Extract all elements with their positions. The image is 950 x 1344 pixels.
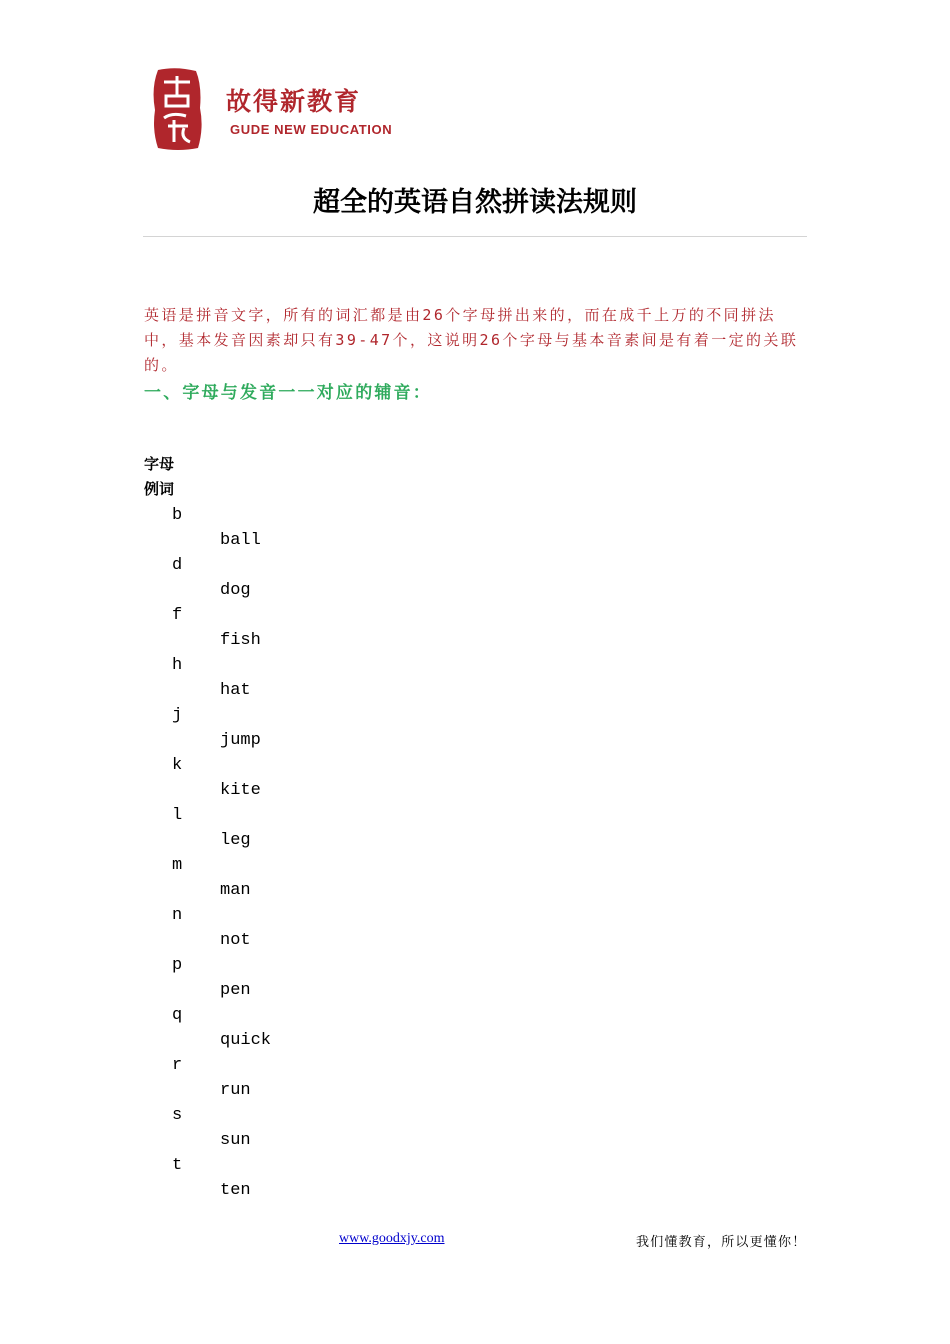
example-word-cell: sun [220,1131,251,1150]
example-word-cell: hat [220,681,251,700]
seal-logo-icon [150,66,204,152]
header [150,66,450,152]
example-word-cell: jump [220,731,261,750]
brand-name-en: GUDE NEW EDUCATION [230,122,393,137]
letter-cell: n [172,906,183,925]
example-word-cell: dog [220,581,251,600]
brand-name-cn: 故得新教育 [226,87,362,116]
example-word-cell: ten [220,1181,251,1200]
title-divider [143,236,807,237]
column-header-letter: 字母 [144,455,175,473]
letter-cell: t [172,1156,183,1175]
section-heading: 一、字母与发音一一对应的辅音： [144,383,432,403]
letter-cell: q [172,1006,183,1025]
letter-cell: p [172,956,183,975]
example-word-cell: ball [220,531,261,550]
letter-cell: d [172,556,183,575]
example-word-cell: kite [220,781,261,800]
letter-cell: r [172,1056,183,1075]
footer-website-link[interactable]: www.goodxjy.com [339,1231,445,1246]
example-word-cell: quick [220,1031,272,1050]
letter-cell: f [172,606,183,625]
example-word-cell: fish [220,631,261,650]
letter-cell: s [172,1106,183,1125]
intro-paragraph: 英语是拼音文字，所有的词汇都是由26个字母拼出来的，而在成千上万的不同拼法中，基本发音因素却只有39-47个，这说明26个字母与基本音素间是有着一定的关联的。 [144,306,799,374]
example-word-cell: leg [220,831,251,850]
column-header-example: 例词 [144,480,175,498]
letter-cell: l [172,806,183,825]
example-word-cell: pen [220,981,251,1000]
example-word-cell: man [220,881,251,900]
letter-cell: b [172,506,183,525]
letter-cell: j [172,706,183,725]
letter-cell: k [172,756,183,775]
example-word-cell: run [220,1081,251,1100]
footer-slogan: 我们懂教育，所以更懂你！ [636,1235,807,1250]
example-word-cell: not [220,931,251,950]
letter-cell: h [172,656,183,675]
letter-cell: m [172,856,183,875]
document-title: 超全的英语自然拼读法规则 [313,187,637,218]
